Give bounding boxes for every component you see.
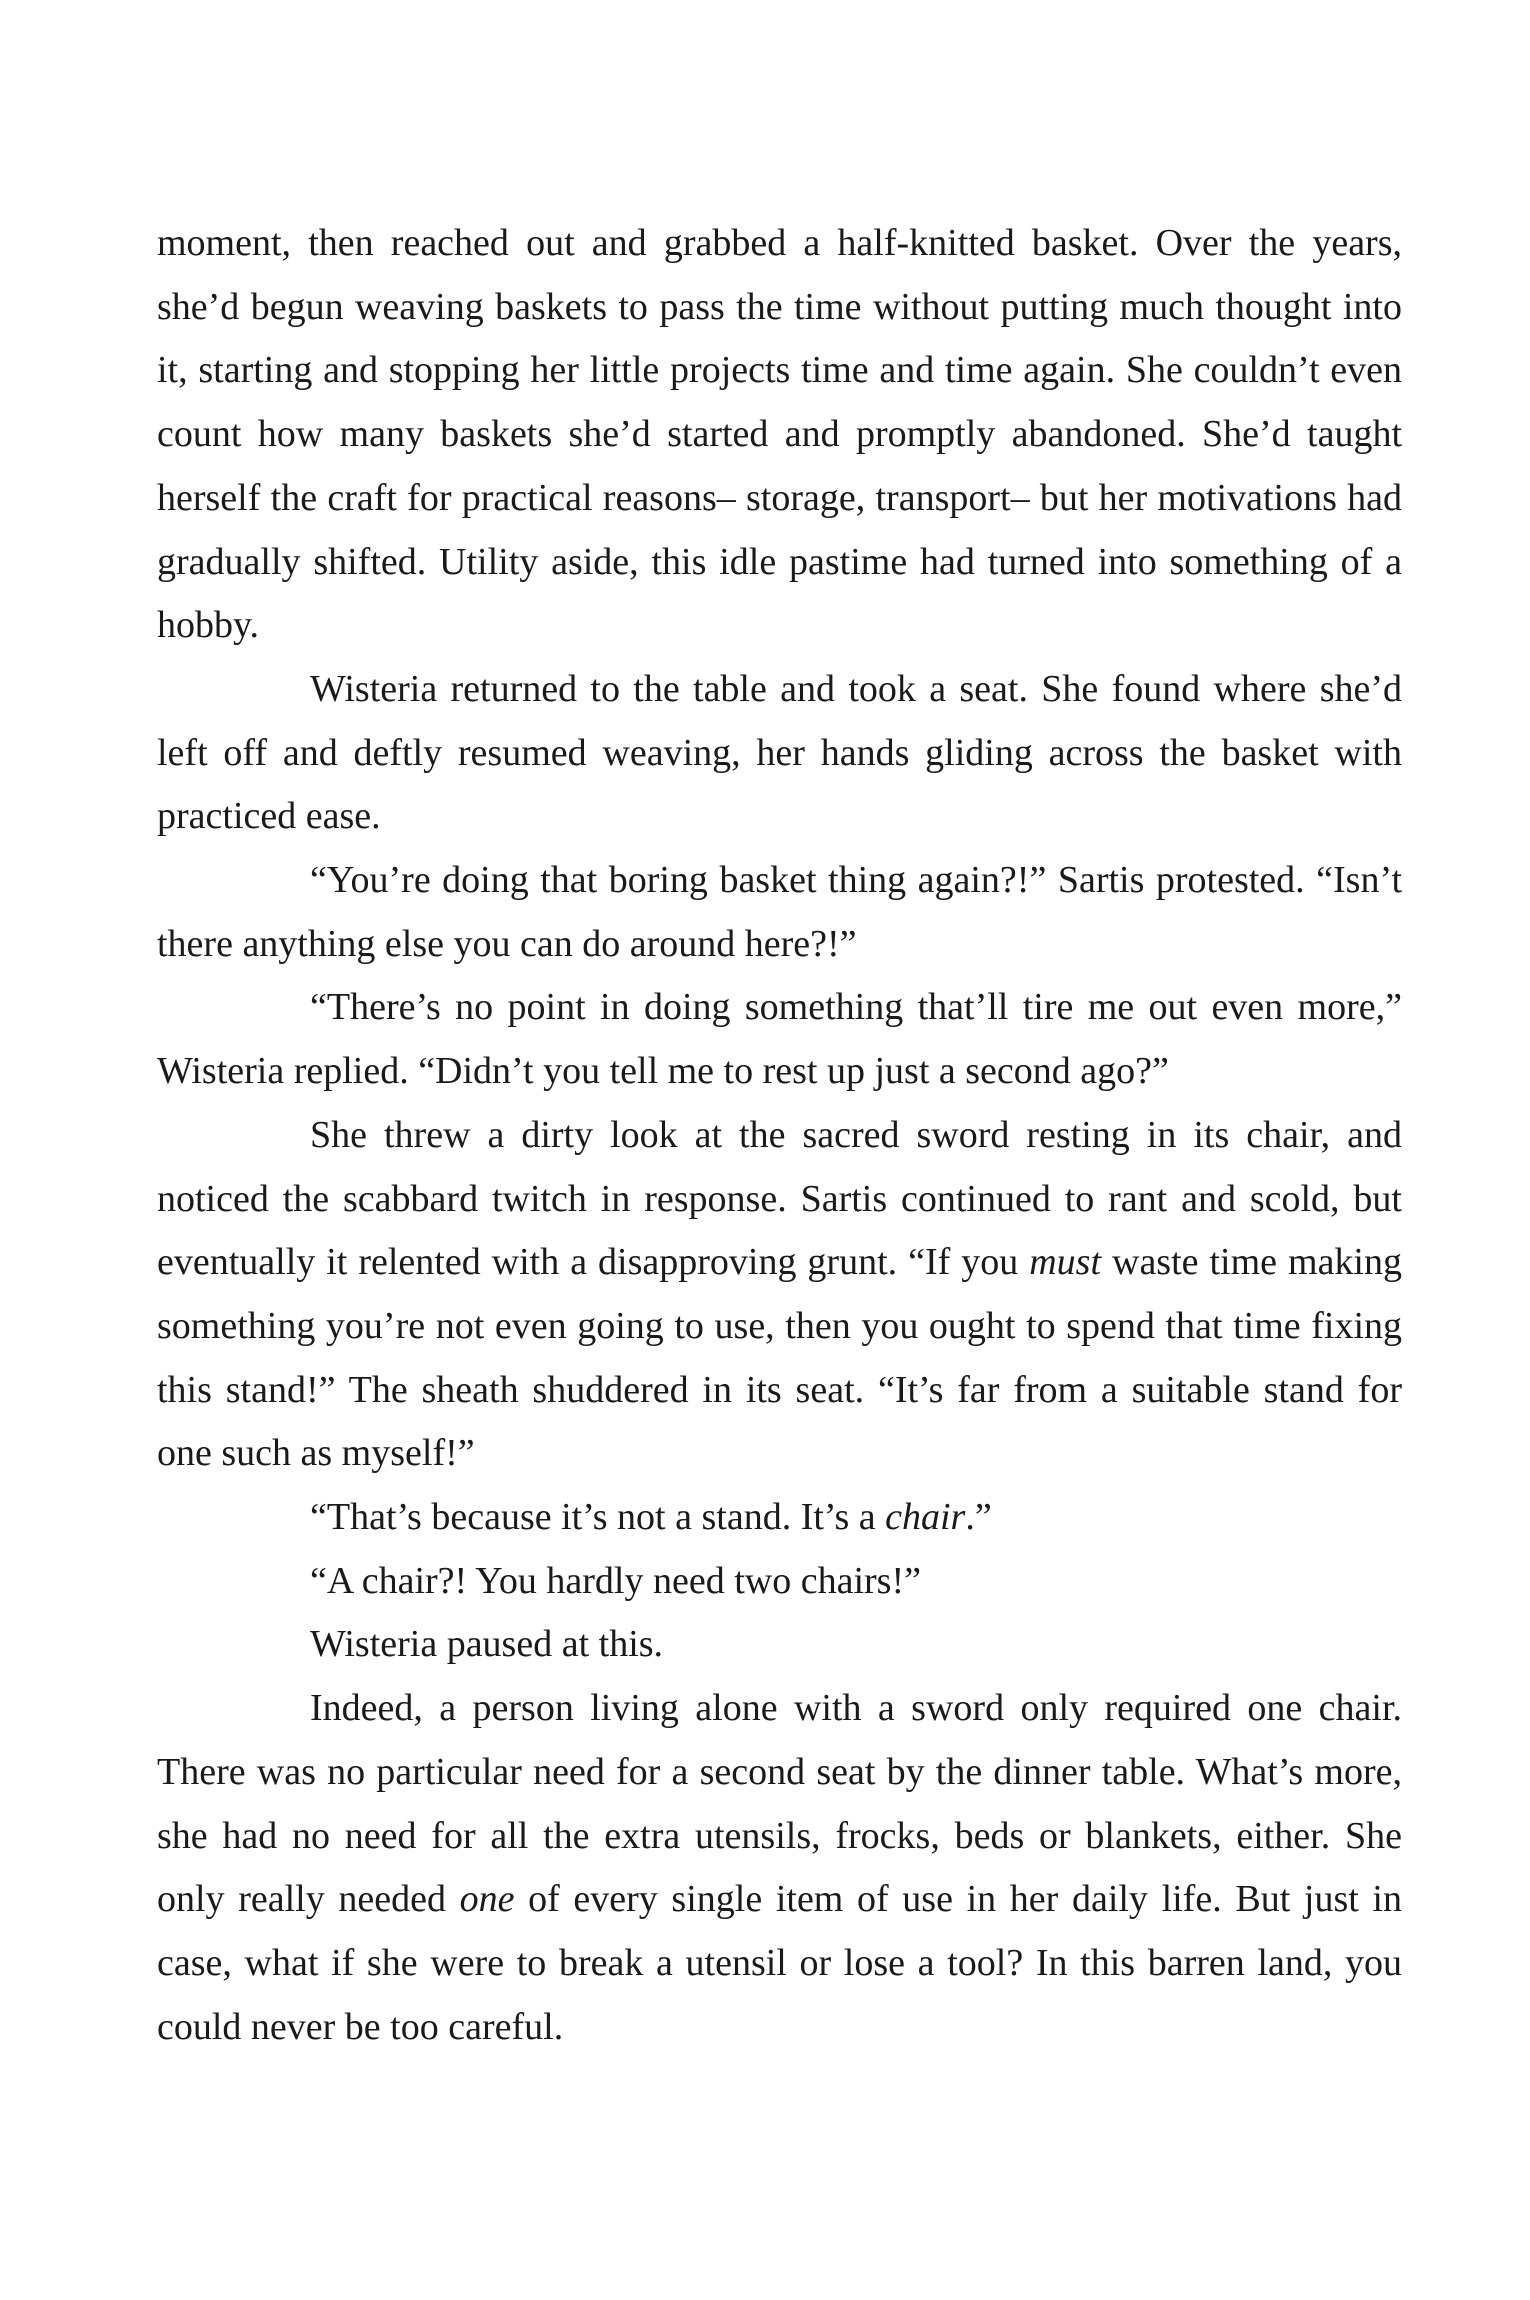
paragraph-5 xyxy=(157,1104,1402,1486)
italic-emphasis: must xyxy=(1029,1241,1102,1284)
italic-emphasis: one xyxy=(459,1878,515,1921)
paragraph-text: “You’re doing that boring basket thing again?!” Sartis protested. “Isn’t there anything else you can do around here?!” xyxy=(157,859,1402,965)
paragraph-6 xyxy=(157,1486,1402,1550)
paragraph-text: waste time making something you’re not even going to use, then you ought to spend that time fixing this stand!” The sheath shuddered in its seat. “It’s far from a suitable stand for one such as myself!” xyxy=(157,1241,1402,1475)
paragraph-3 xyxy=(157,849,1402,976)
paragraph-8 xyxy=(157,1613,1402,1677)
paragraph-text: “A chair?! You hardly need two chairs!” xyxy=(310,1559,921,1602)
paragraph-text: Wisteria returned to the table and took a seat. She found where she’d left off and deftly resumed weaving, her hands gliding across the basket with practiced ease. xyxy=(157,667,1402,838)
paragraph-text: of every single item of use in her daily life. But just in case, what if she were to break a utensil or lose a tool? In this barren land, you could never be too careful. xyxy=(157,1878,1402,2048)
italic-emphasis: chair xyxy=(885,1496,966,1539)
paragraph-text: Indeed, a person living alone with a sword only required one chair. There was no particular need for a second seat by the dinner table. What’s more, she had no need for all the extra utensils, frocks, beds or blankets, either. She only really needed xyxy=(157,1687,1402,1921)
paragraph-text: “That’s because it’s not a stand. It’s a xyxy=(310,1496,886,1539)
paragraph-9 xyxy=(157,1677,1402,2059)
text-body xyxy=(157,212,1402,2059)
paragraph-2 xyxy=(157,658,1402,849)
paragraph-text: .” xyxy=(965,1496,992,1539)
paragraph-text: She threw a dirty look at the sacred sword resting in its chair, and noticed the scabbard twitch in response. Sartis continued to rant and scold, but eventually it relented with a disapproving grunt. “If you xyxy=(157,1113,1402,1284)
paragraph-4 xyxy=(157,976,1402,1103)
paragraph-text: Wisteria paused at this. xyxy=(310,1623,664,1666)
paragraph-1 xyxy=(157,212,1402,658)
paragraph-text: “There’s no point in doing something that’ll tire me out even more,” Wisteria replied. “Didn’t you tell me to rest up just a second ago?” xyxy=(157,986,1402,1093)
paragraph-7 xyxy=(157,1550,1402,1614)
paragraph-text: moment, then reached out and grabbed a half-knitted basket. Over the years, she’d begun weaving baskets to pass the time without putting much thought into it, starting and stopping her little projects time and time again. She couldn’t even count how many baskets she’d started and promptly abandoned. She’d taught herself the craft for practical reasons– storage, transport– but her motivations had gradually shifted. Utility aside, this idle pastime had turned into something of a hobby. xyxy=(157,222,1402,647)
